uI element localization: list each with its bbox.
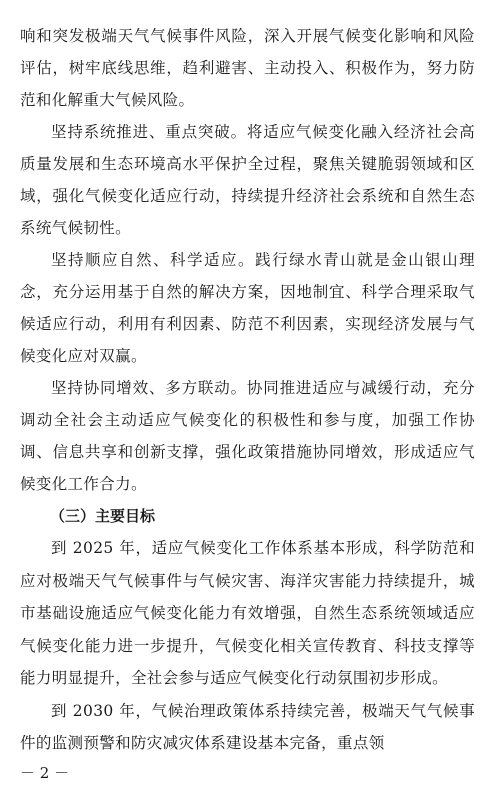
paragraph-3-text: 践行绿水青山就是金山银山理念，充分运用基于自然的解决方案，因地制宜、科学合理采取气候适应行动，利用有利因素、防范不利因素，实现经济发展与气候变化应对双赢。 (20, 251, 475, 365)
paragraph-1-text: 响和突发极端天气气候事件风险，深入开展气候变化影响和风险评估，树牢底线思维，趋利避害、主动投入、积极作为，努力防范和化解重大气候风险。 (20, 27, 475, 109)
paragraph-3 (20, 244, 475, 372)
paragraph-2-lead: 坚持系统推进、重点突破。 (51, 123, 247, 141)
paragraph-4-lead: 坚持协同增效、多方联动。 (51, 379, 247, 397)
paragraph-2-text: 将适应气候变化融入经济社会高质量发展和生态环境高水平保护全过程，聚焦关键脆弱领域和区域，强化气候变化适应行动，持续提升经济社会系统和自然生态系统气候韧性。 (20, 123, 476, 237)
target-paragraph-2030: 到 2030 年，气候治理政策体系持续完善，极端天气气候事件的监测预警和防灾减灾体系建设基本完备，重点领 (20, 701, 475, 752)
section-heading: （三）主要目标 (50, 507, 156, 525)
document-page (20, 20, 475, 760)
target-paragraph-2025: 到 2025 年，适应气候变化工作体系基本形成，科学防范和应对极端天气气候事件与气候灾害、海洋灾害能力持续提升，城市基础设施适应气候变化能力有效增强，自然生态系统领域适应气候变化能力进一步提升，气候变化相关宣传教育、科技支撑等能力明显提升，全社会参与适应气候变化行动氛围初步形成。 (20, 539, 475, 687)
paragraph-2 (20, 116, 475, 244)
paragraph-4 (20, 372, 475, 500)
paragraph-4-text: 协同推进适应与减缓行动，充分调动全社会主动适应气候变化的积极性和参与度，加强工作协调、信息共享和创新支撑，强化政策措施协同增效，形成适应气候变化工作合力。 (20, 379, 476, 493)
paragraph-1 (20, 20, 475, 116)
page-number: － 2 － (20, 764, 70, 782)
paragraph-3-lead: 坚持顺应自然、科学适应。 (51, 251, 256, 269)
